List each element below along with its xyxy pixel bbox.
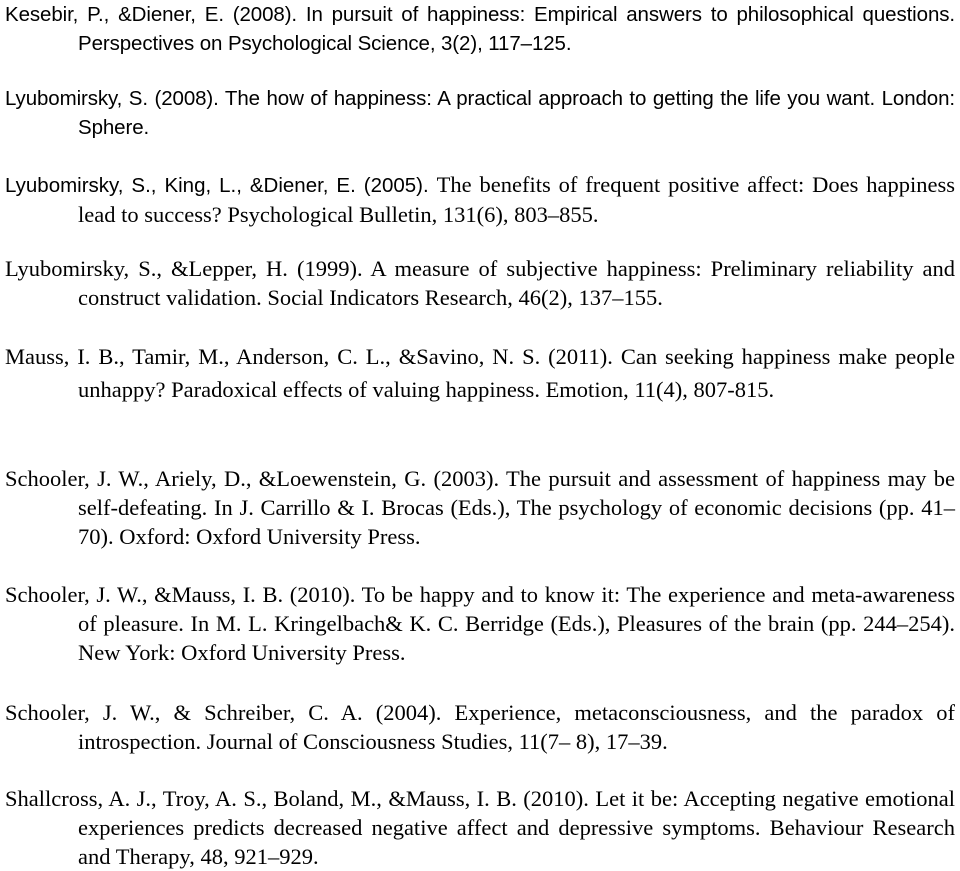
reference-authors: Lyubomirsky, S., King, L., &Diener, E. (2005). — [5, 174, 437, 197]
reference-title: The benefits of frequent positive affect: Does happiness lead to success? Psychological Bulletin, 131(6), 803–855. — [78, 172, 955, 227]
reference-lyubomirsky-king-diener-2005 — [5, 170, 955, 229]
reference-lyubomirsky-2008: Lyubomirsky, S. (2008). The how of happiness: A practical approach to getting the life you want. London: Sphere. — [5, 87, 955, 139]
reference-schooler-schreiber-2004: Schooler, J. W., & Schreiber, C. A. (2004). Experience, metaconsciousness, and the paradox of introspection. Journal of Consciousness Studies, 11(7– 8), 17–39. — [5, 700, 955, 754]
reference-lyubomirsky-lepper-1999: Lyubomirsky, S., &Lepper, H. (1999). A measure of subjective happiness: Preliminary reliability and construct validation. Social Indicators Research, 46(2), 137–155. — [5, 256, 955, 310]
reference-kesebir-2008: Kesebir, P., &Diener, E. (2008). In pursuit of happiness: Empirical answers to philosophical questions. Perspectives on Psychological Science, 3(2), 117–125. — [5, 3, 955, 55]
reference-schooler-ariely-2003: Schooler, J. W., Ariely, D., &Loewenstein, G. (2003). The pursuit and assessment of happiness may be self-defeating. In J. Carrillo & I. Brocas (Eds.), The psychology of economic decisions (pp. 41–70). Oxford: Oxford University Press. — [5, 466, 955, 549]
reference-shallcross-2010: Shallcross, A. J., Troy, A. S., Boland, M., &Mauss, I. B. (2010). Let it be: Accepting negative emotional experiences predicts decreased negative affect and depressive symptoms. Behaviour Research and Therapy, 48, 921–929. — [5, 786, 955, 869]
reference-mauss-2011: Mauss, I. B., Tamir, M., Anderson, C. L., &Savino, N. S. (2011). Can seeking happiness make people unhappy? Paradoxical effects of valuing happiness. Emotion, 11(4), 807-815. — [5, 344, 955, 402]
reference-schooler-mauss-2010: Schooler, J. W., &Mauss, I. B. (2010). To be happy and to know it: The experience and meta-awareness of pleasure. In M. L. Kringelbach& K. C. Berridge (Eds.), Pleasures of the brain (pp. 244–254). New York: Oxford University Press. — [5, 582, 955, 665]
